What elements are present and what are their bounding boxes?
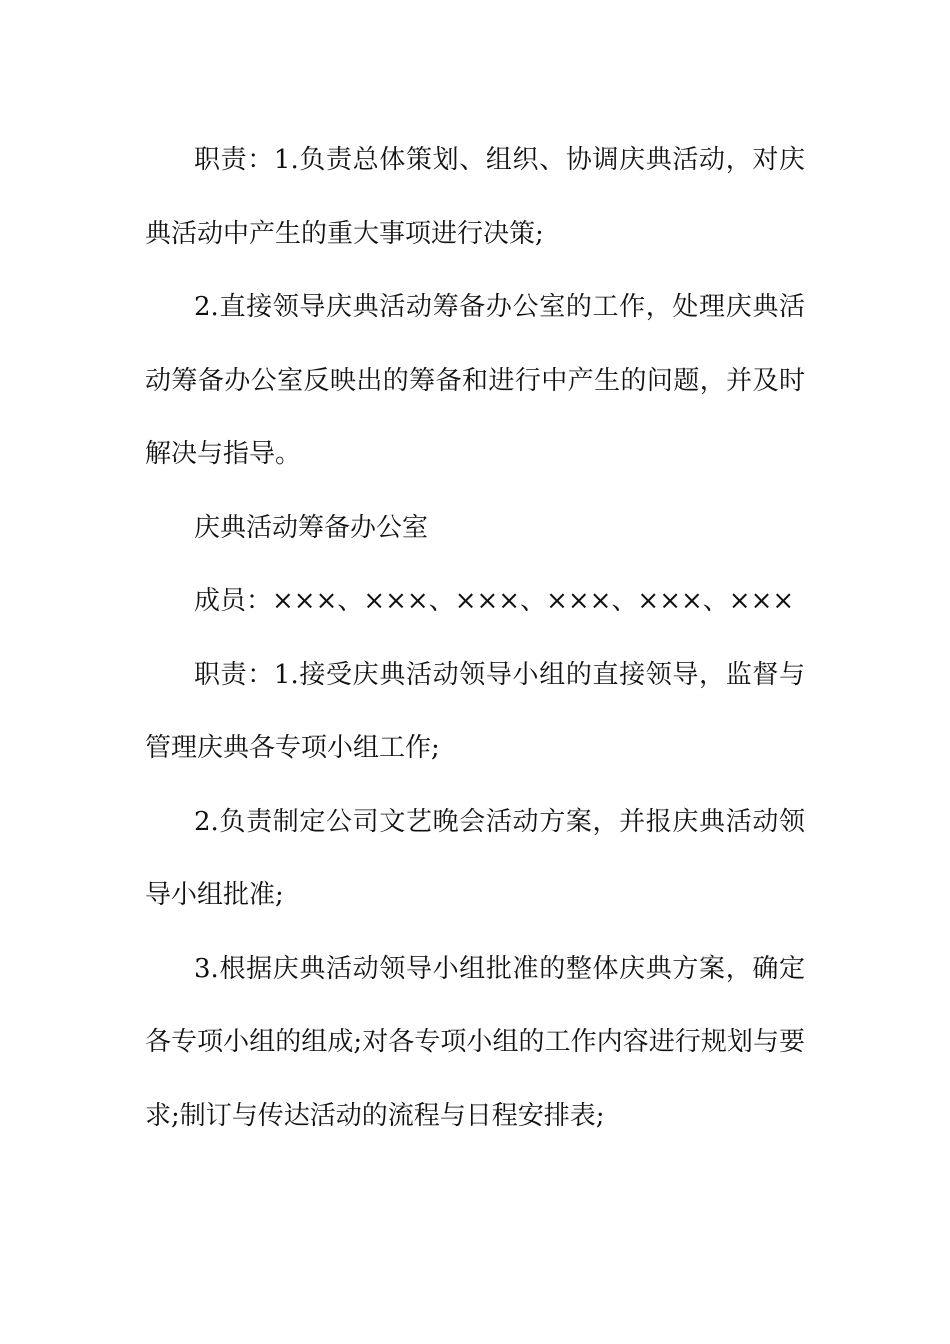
- document-body: [145, 124, 805, 1153]
- paragraph-leadership-duties-2: 2.直接领导庆典活动筹备办公室的工作，处理庆典活动筹备办公室反映出的筹备和进行中产生的问题，并及时解决与指导。: [145, 292, 805, 469]
- paragraph-leadership-duties-1: 职责：1.负责总体策划、组织、协调庆典活动，对庆典活动中产生的重大事项进行决策;: [145, 145, 805, 249]
- paragraph-office-duties-1: 职责：1.接受庆典活动领导小组的直接领导，监督与管理庆典各专项小组工作;: [145, 659, 805, 763]
- paragraph-office-members: 成员：×××、×××、×××、×××、×××、×××: [194, 586, 795, 616]
- paragraph-office-duties-3: 3.根据庆典活动领导小组批准的整体庆典方案，确定各专项小组的组成;对各专项小组的工作内容进行规划与要求;制订与传达活动的流程与日程安排表;: [145, 953, 805, 1131]
- section-heading-preparation-office: 庆典活动筹备办公室: [194, 512, 429, 543]
- paragraph-office-duties-2: 2.负责制定公司文艺晚会活动方案，并报庆典活动领导小组批准;: [145, 806, 805, 910]
